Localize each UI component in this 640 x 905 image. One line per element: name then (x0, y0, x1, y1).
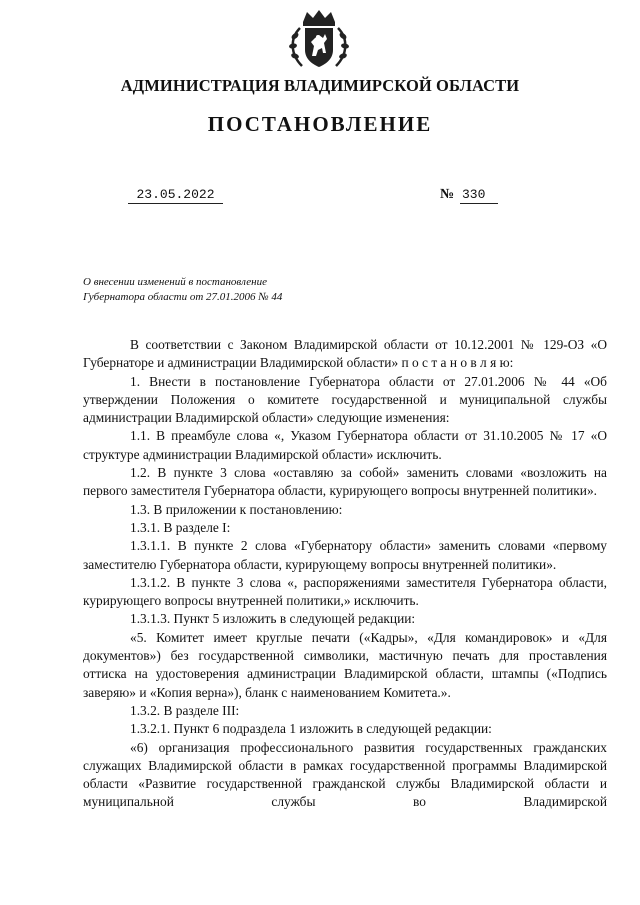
document-number: 330 (462, 187, 486, 202)
coat-of-arms-icon (286, 8, 352, 70)
body-paragraph: 1.1. В преамбуле слова «, Указом Губернатора области от 31.10.2005 № 17 «О структуре администрации Владимирской области» исключить. (83, 428, 607, 462)
subject-line: О внесении изменений в постановление (83, 276, 267, 288)
body-paragraph: 1. Внести в постановление Губернатора области от 27.01.2006 № 44 «Об утверждении Положения о комитете государственной и муниципальной службы администрации Владимирской области» следующие изменения: (83, 373, 607, 426)
document-subject (83, 275, 383, 305)
number-underline (460, 203, 498, 204)
body-paragraph: 1.3.2.1. Пункт 6 подраздела 1 изложить в следующей редакции: (130, 721, 492, 737)
body-paragraph: 1.3. В приложении к постановлению: (130, 501, 343, 517)
date-underline (128, 203, 223, 204)
document-date: 23.05.2022 (136, 187, 215, 202)
document-body (83, 336, 607, 812)
administration-title: АДМИНИСТРАЦИЯ ВЛАДИМИРСКОЙ ОБЛАСТИ (120, 76, 520, 95)
body-paragraph: «5. Комитет имеет круглые печати («Кадры», «Для командировок» и «Для документов») без государственной символики, мастичную печать для проставления оттиска на удостоверения администрации Владимирской области, штампы («Подпись заверяю» и «Копия верна»), бланк с наименованием Комитета.». (83, 629, 607, 700)
body-paragraph: В соответствии с Законом Владимирской области от 10.12.2001 № 129-ОЗ «О Губернаторе и администрации Владимирской области» п о с т а н о в л я ю: (83, 337, 607, 371)
body-paragraph: 1.3.1.1. В пункте 2 слова «Губернатору области» заменить словами «первому заместителю Губернатора области, курирующему вопросы внутренней политики». (83, 538, 607, 572)
number-sign: № (440, 187, 455, 202)
body-paragraph: «6) организация профессионального развития государственных гражданских служащих Владимирской области в рамках государственной программы Владимирской области «Развитие государственной гражданской службы Владимирской области и муниципальной службы во Владимирской (83, 739, 607, 810)
body-paragraph: 1.2. В пункте 3 слова «оставляю за собой» заменить словами «возложить на первого заместителя Губернатора области, курирующего вопросы внутренней политики». (83, 465, 607, 499)
body-paragraph: 1.3.1.2. В пункте 3 слова «, распоряжениями заместителя Губернатора области, курирующего вопросы внутренней политики,» исключить. (83, 574, 607, 609)
subject-line: Губернатора области от 27.01.2006 № 44 (83, 291, 283, 303)
body-paragraph: 1.3.1.3. Пункт 5 изложить в следующей редакции: (130, 611, 416, 627)
document-type-title: ПОСТАНОВЛЕНИЕ (207, 112, 433, 136)
body-paragraph: 1.3.1. В разделе I: (130, 519, 231, 535)
body-paragraph: 1.3.2. В разделе III: (130, 702, 240, 718)
